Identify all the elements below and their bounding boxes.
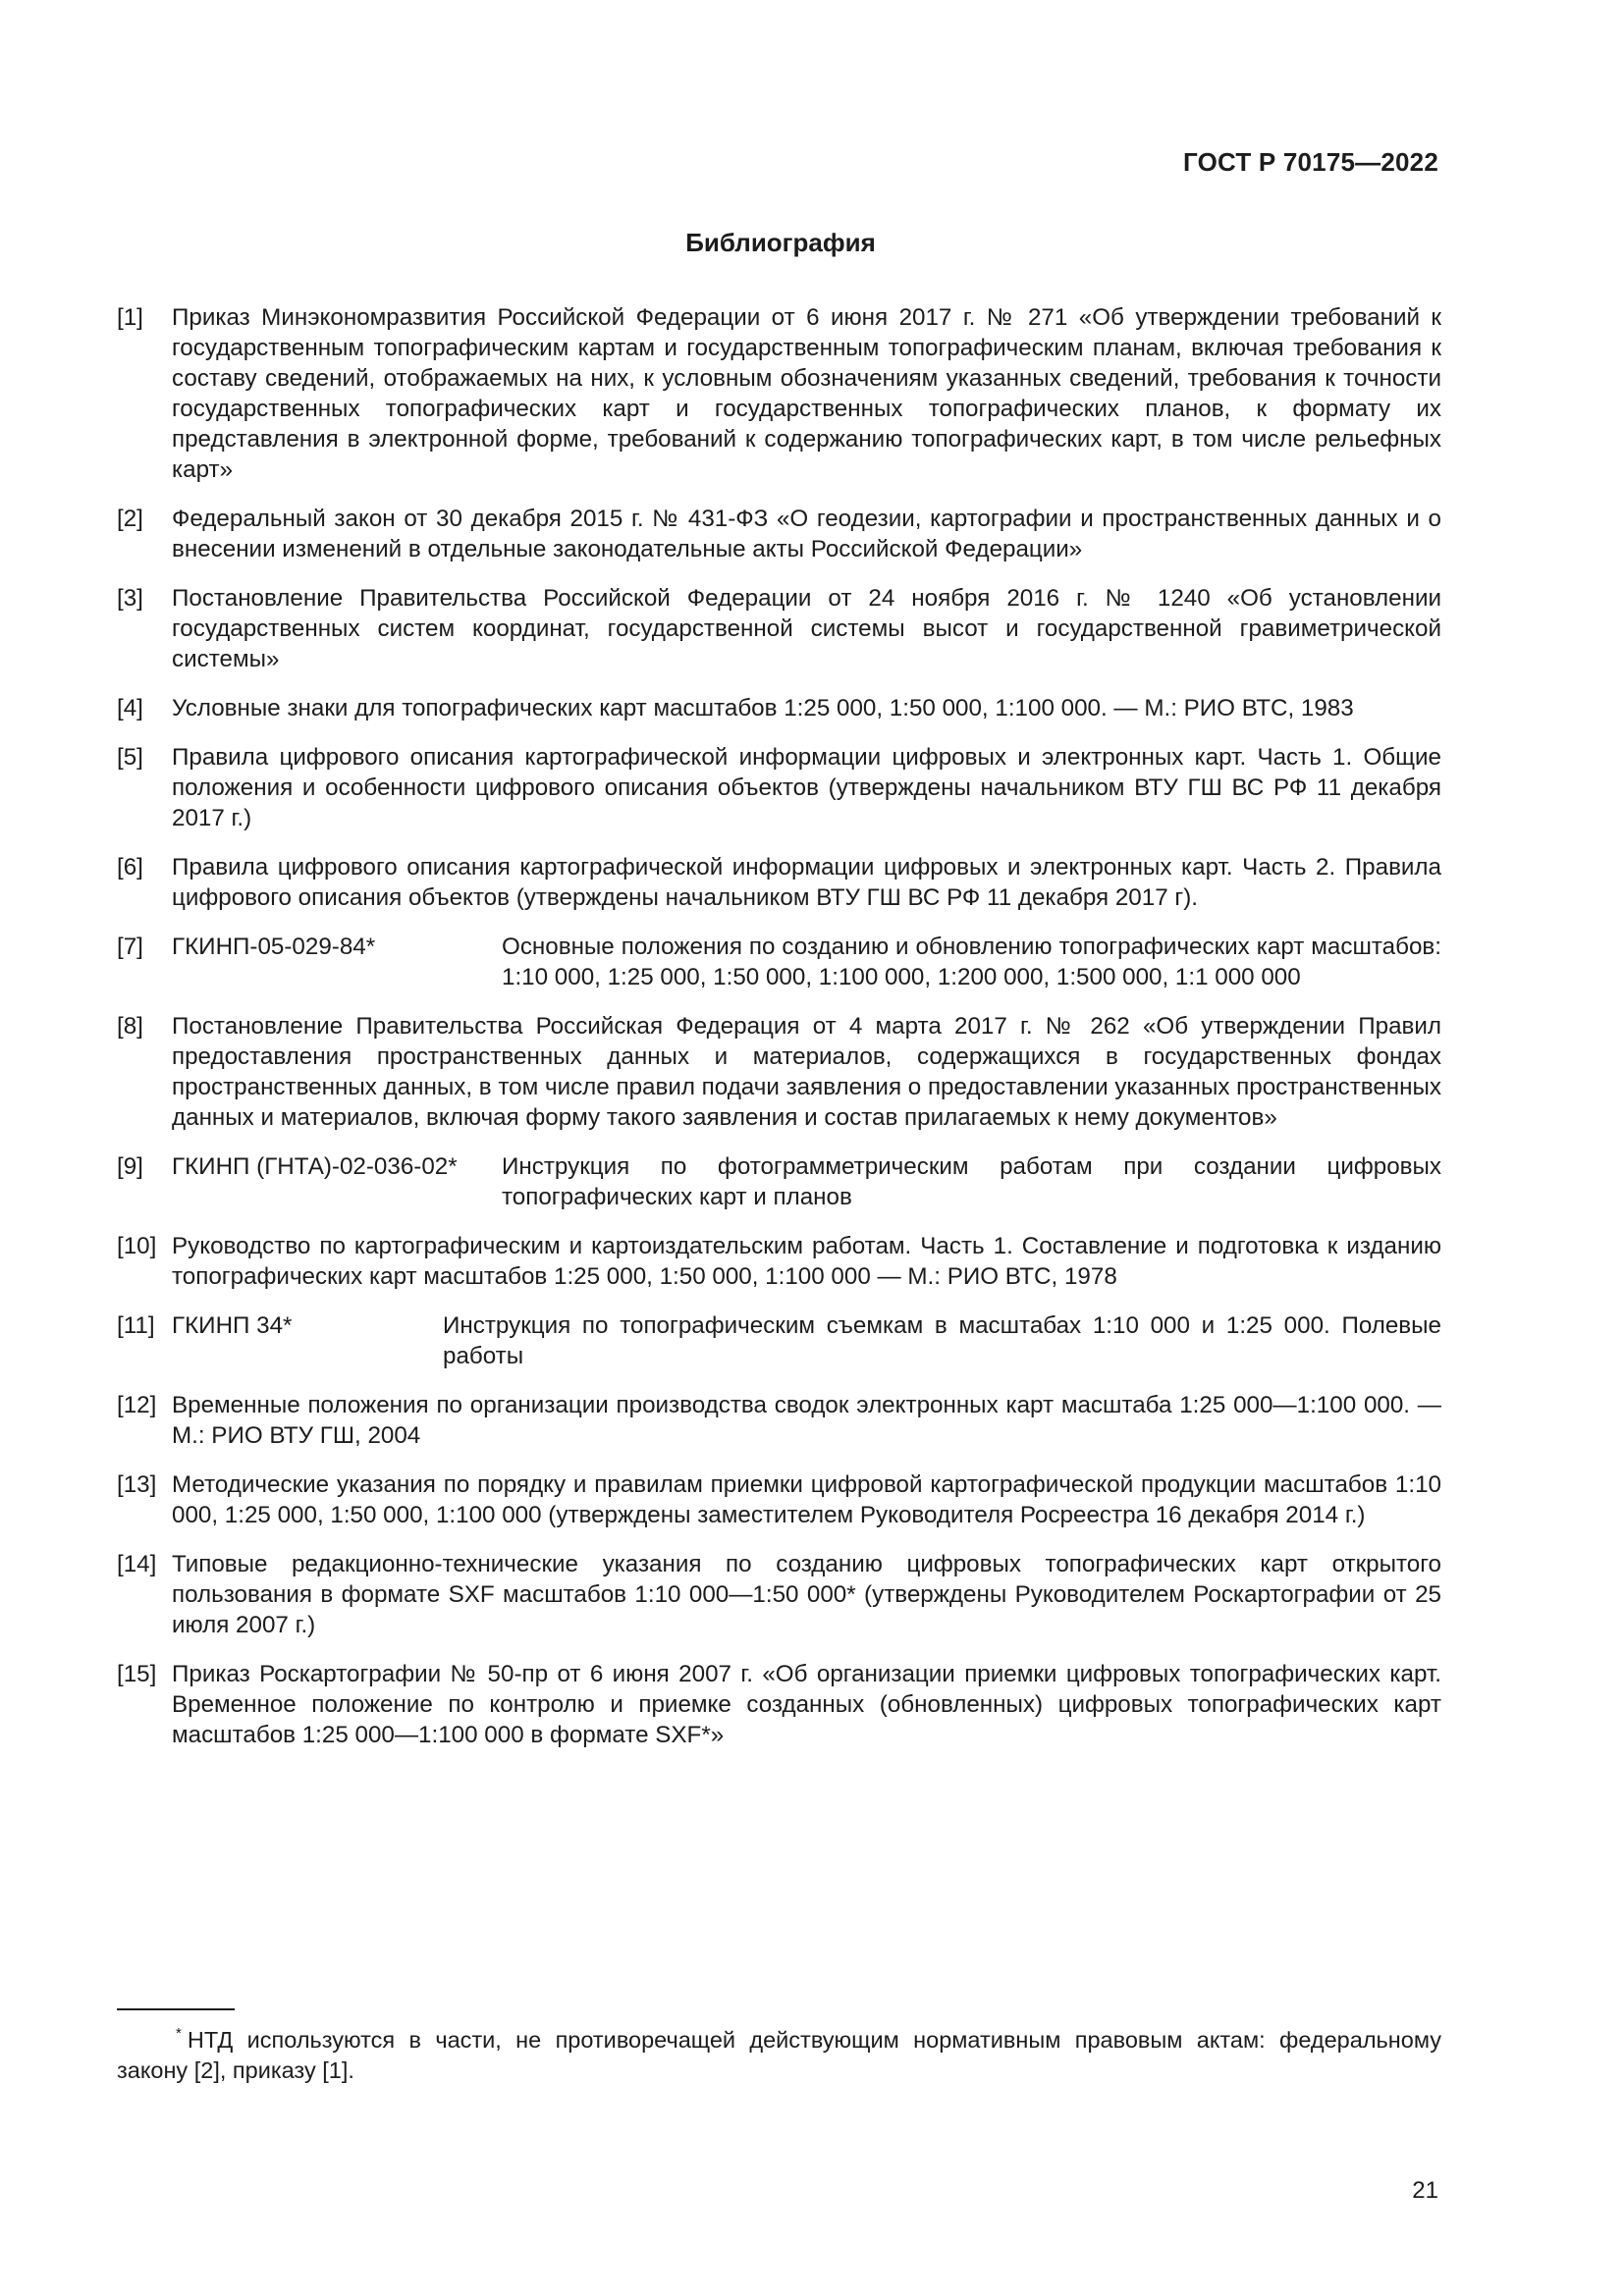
bibliography-entry [117, 1310, 1441, 1371]
entry-text: Федеральный закон от 30 декабря 2015 г. № 431-ФЗ «О геодезии, картографии и пространственных данных и о внесении изменений в отдельные законодательные акты Российской Федерации» [172, 506, 1441, 562]
entry-number: [14] [117, 1551, 157, 1577]
entry-number: [5] [117, 744, 143, 771]
footnote-text: НТД используются в части, не противоречащей действующим нормативным правовым актам: федеральному закону [2], приказу [1]. [117, 2027, 1441, 2083]
entry-text: Руководство по картографическим и картоиздательским работам. Часть 1. Составление и подготовка к изданию топографических карт масштабов 1:25 000, 1:50 000, 1:100 000 — М.: РИО ВТС, 1978 [172, 1233, 1441, 1290]
bibliography-entry [117, 1659, 1441, 1750]
entry-text: Постановление Правительства Российской Федерации от 24 ноября 2016 г. № 1240 «Об установлении государственных систем координат, государственной системы высот и государственной гравиметрической системы» [172, 585, 1441, 672]
entry-text: Типовые редакционно-технические указания по созданию цифровых топографических карт открытого пользования в формате SXF масштабов 1:10 000—1:50 000* (утверждены Руководителем Роскартографии от 25 июля 2007 г.) [172, 1551, 1441, 1638]
bibliography-entry [117, 1151, 1441, 1212]
entry-text: Основные положения по созданию и обновлению топографических карт масштабов: 1:10 000, 1:25 000, 1:50 000, 1:100 000, 1:200 000, 1:500 000, 1:1 000 000 [502, 934, 1441, 990]
bibliography-entry [117, 852, 1441, 913]
entry-document-code: ГКИНП (ГНТА)-02-036-02* [172, 1153, 458, 1180]
bibliography-entry [117, 693, 1441, 723]
entry-number: [4] [117, 695, 143, 721]
bibliography-list [117, 302, 1441, 1769]
bibliography-entry [117, 302, 1441, 485]
entry-text: Приказ Минэкономразвития Российской Федерации от 6 июня 2017 г. № 271 «Об утверждении требований к государственным топографическим картам и государственным топографическим планам, включая требования к составу сведений, отображаемых на них, к условным обозначениям указанных сведений, требования к точности государственных топографических карт и государственных топографических планов, к формату их представления в электронной форме, требований к содержанию топографических карт, в том числе рельефных карт» [172, 304, 1441, 483]
entry-number: [2] [117, 506, 143, 532]
entry-number: [15] [117, 1661, 157, 1687]
entry-number: [1] [117, 304, 143, 331]
entry-number: [13] [117, 1471, 157, 1498]
entry-text: Методические указания по порядку и правилам приемки цифровой картографической продукции масштабов 1:10 000, 1:25 000, 1:50 000, 1:100 000 (утверждены заместителем Руководителя Росреестра 16 декабря 2014 г.) [172, 1471, 1441, 1528]
bibliography-entry [117, 932, 1441, 992]
bibliography-entry [117, 1011, 1441, 1133]
entry-text: Правила цифрового описания картографической информации цифровых и электронных карт. Часть 1. Общие положения и особенности цифрового описания объектов (утверждены начальником ВТУ ГШ ВС РФ 11 декабря 2017 г.) [172, 744, 1441, 831]
entry-text: Инструкция по топографическим съемкам в масштабах 1:10 000 и 1:25 000. Полевые работы [443, 1312, 1441, 1369]
entry-number: [10] [117, 1233, 157, 1259]
bibliography-entry [117, 1549, 1441, 1640]
entry-number: [8] [117, 1013, 143, 1040]
footnote-text-block [117, 2018, 1441, 2086]
footnote-divider [117, 2008, 235, 2010]
section-title: Библиография [685, 228, 876, 257]
footnote-mark: * [176, 2025, 182, 2042]
entry-document-code: ГКИНП-05-029-84* [172, 934, 376, 960]
entry-text: Временные положения по организации производства сводок электронных карт масштаба 1:25 000—1:100 000. — М.: РИО ВТУ ГШ, 2004 [172, 1392, 1441, 1449]
entry-text: Условные знаки для топографических карт масштабов 1:25 000, 1:50 000, 1:100 000. — М.: РИО ВТС, 1983 [172, 695, 1354, 721]
entry-text: Постановление Правительства Российская Федерация от 4 марта 2017 г. № 262 «Об утверждении Правил предоставления пространственных данных и материалов, содержащихся в государственных фондах пространственных данных, в том числе правил подачи заявления о предоставлении указанных пространственных данных и материалов, включая форму такого заявления и состав прилагаемых к нему документов» [172, 1013, 1441, 1131]
entry-number: [3] [117, 585, 143, 612]
document-code: ГОСТ Р 70175—2022 [1183, 147, 1438, 177]
bibliography-entry [117, 742, 1441, 833]
entry-number: [12] [117, 1392, 157, 1418]
entry-number: [9] [117, 1153, 143, 1180]
entry-text: Приказ Роскартографии № 50-пр от 6 июня 2007 г. «Об организации приемки цифровых топографических карт. Временное положение по контролю и приемке созданных (обновленных) цифровых топографических карт масштабов 1:25 000—1:100 000 в формате SXF*» [172, 1661, 1441, 1748]
entry-number: [7] [117, 934, 143, 960]
entry-document-code: ГКИНП 34* [172, 1312, 293, 1339]
footnote [117, 2008, 1441, 2086]
page-number: 21 [1412, 2177, 1438, 2204]
entry-number: [6] [117, 854, 143, 881]
bibliography-entry [117, 1231, 1441, 1292]
bibliography-entry [117, 1390, 1441, 1451]
bibliography-entry [117, 1469, 1441, 1530]
bibliography-entry [117, 583, 1441, 674]
entry-text: Правила цифрового описания картографической информации цифровых и электронных карт. Часть 2. Правила цифрового описания объектов (утверждены начальником ВТУ ГШ ВС РФ 11 декабря 2017 г). [172, 854, 1441, 911]
entry-number: [11] [117, 1312, 155, 1339]
entry-text: Инструкция по фотограмметрическим работам при создании цифровых топографических карт и планов [502, 1153, 1441, 1210]
bibliography-entry [117, 504, 1441, 564]
